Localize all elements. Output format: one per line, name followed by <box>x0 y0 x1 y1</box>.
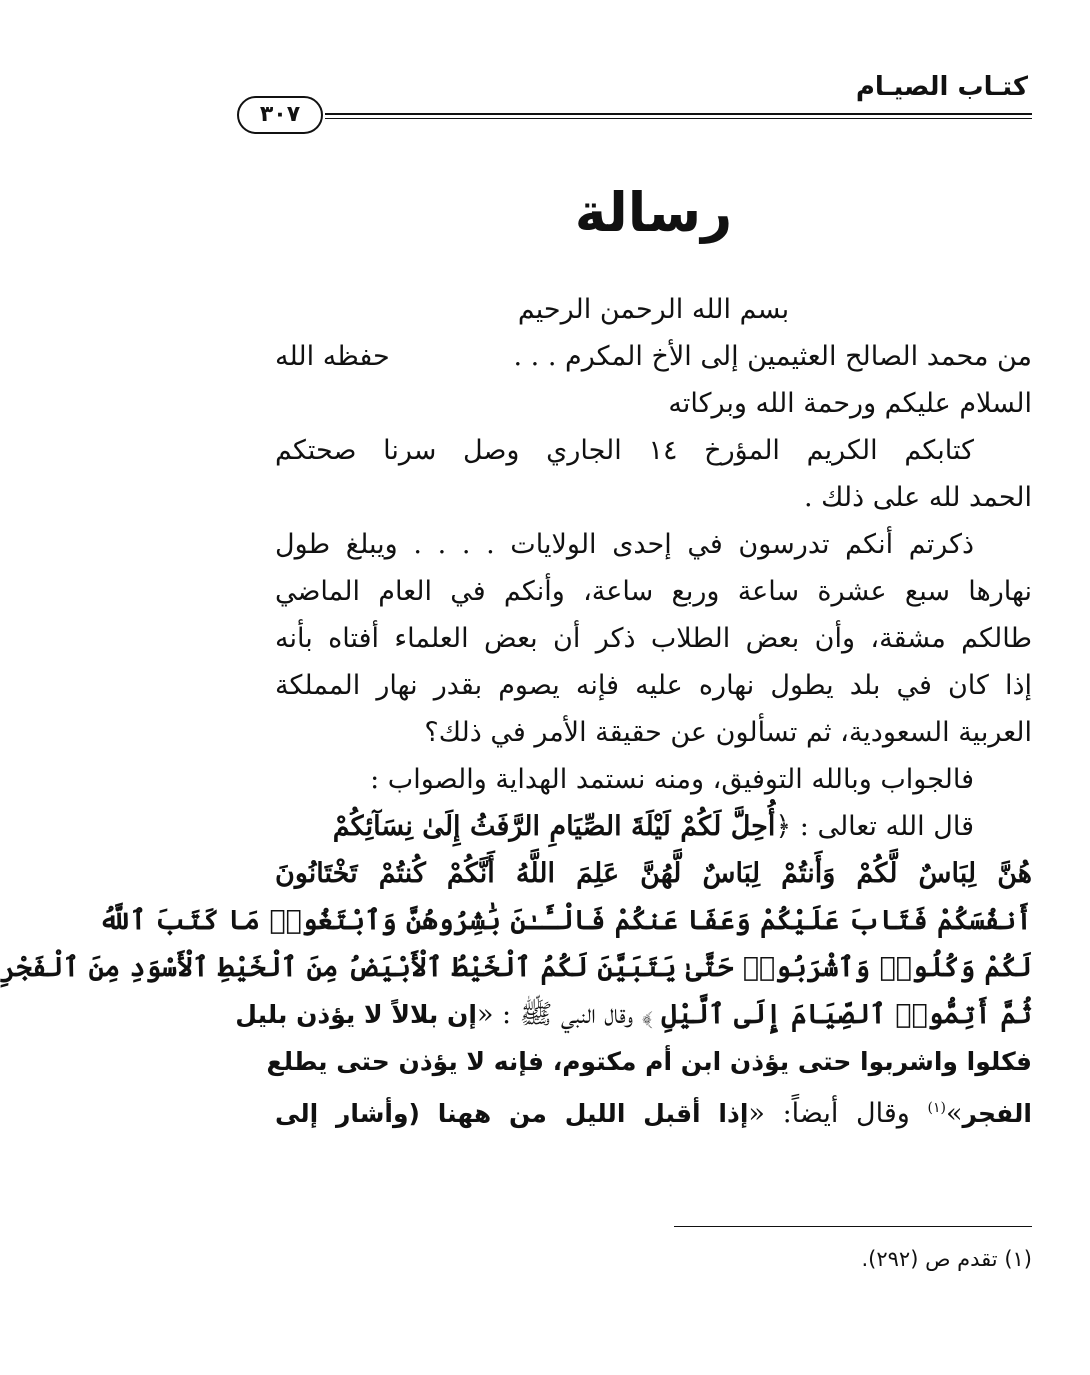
answer-intro-line: فالجواب وبالله التوفيق، ومنه نستمد الهداية والصواب : <box>370 764 974 795</box>
header-rule-thin <box>325 118 1032 119</box>
addressee-line <box>275 333 1032 380</box>
hadith-text: الفجر <box>962 1099 1032 1128</box>
basmala-line: بسم الله الرحمن الرحيم <box>517 294 790 325</box>
footnote: (١) تقدم ص (٢٩٢). <box>861 1247 1032 1271</box>
hadith-line <box>235 991 1032 1038</box>
second-hadith-text: إذا أقبل الليل من ههنا (وأشار إلى <box>275 1099 749 1128</box>
paragraph-line: الحمد لله على ذلك . <box>803 482 1032 513</box>
quran-line <box>275 803 1032 850</box>
greeting-line: السلام عليكم ورحمة الله وبركاته <box>668 388 1032 419</box>
quran-verse-end: ثُمَّ أَتِمُّوا۟ ٱلصِّيَامَ إِلَى ٱلَّيْلِ <box>661 999 1032 1030</box>
quote-intro: قال الله تعالى : ﴿ <box>775 811 974 842</box>
hadith-text: إن بلالاً لا يؤذن بليل <box>235 1000 477 1029</box>
hadith-line <box>275 1085 1032 1132</box>
second-hadith-intro: وقال أيضاً: « <box>748 1098 910 1129</box>
quran-line: هُنَّ لِبَاسٌ لَّكُمْ وَأَنتُمْ لِبَاسٌ لَّهُنَّ عَلِمَ اللَّهُ أَنَّكُمْ كُنتُمْ تَخْتَانُونَ <box>275 858 1032 889</box>
paragraph-line: نهارها سبع عشرة ساعة وربع ساعة، وأنكم في العام الماضي <box>275 576 1032 607</box>
footnote-marker: (١) <box>927 1100 946 1116</box>
quote-close: » <box>945 1098 963 1129</box>
letter-body <box>0 286 1032 1132</box>
hadith-line: فكلوا واشربوا حتى يؤذن ابن أم مكتوم، فإنه لا يؤذن حتى يطلع <box>266 1047 1032 1076</box>
paragraph-line: طالكم مشقة، وأن بعض الطلاب ذكر أن بعض العلماء أفتاه بأنه <box>275 623 1032 654</box>
running-header-title: كتـاب الصيـام <box>855 72 1028 102</box>
quran-verse-text: أُحِلَّ لَكُمْ لَيْلَةَ الصِّيَامِ الرَّفَثُ إِلَىٰ نِسَآئِكُمْ <box>332 811 776 842</box>
paragraph-line: إذا كان في بلد يطول نهاره عليه فإنه يصوم بقدر نهار المملكة <box>275 670 1032 701</box>
blessing-text: حفظه الله <box>275 341 390 372</box>
footnote-rule <box>674 1226 1032 1227</box>
letter-title: رسالة <box>574 181 733 244</box>
paragraph-line: ذكرتم أنكم تدرسون في إحدى الولايات . . . . ويبلغ طول <box>275 529 974 560</box>
header-rule <box>325 113 1032 115</box>
page-number: ٣٠٧ <box>237 96 323 134</box>
addressee-text: من محمد الصالح العثيمين إلى الأخ المكرم . . . <box>513 341 1032 372</box>
paragraph-line: كتابكم الكريم المؤرخ ١٤ الجاري وصل سرنا صحتكم <box>275 435 974 466</box>
hadith-intro: ﴾ وقال النبي ﷺ : « <box>476 999 653 1030</box>
quran-line: أَنفُسَكُمْ فَتَابَ عَلَيْكُمْ وَعَفَا عَنكُمْ فَالْـَٔـٰنَ بَٰشِرُوهُنَّ وَٱبْتَغُوا۟ مَا كَتَبَ ٱللَّهُ <box>98 905 1032 936</box>
quran-line: لَكُمْ وَكُلُوا۟ وَٱشْرَبُوا۟ حَتَّىٰ يَتَبَيَّنَ لَكُمُ ٱلْخَيْطُ ٱلْأَبْيَضُ مِنَ ٱلْخَيْطِ ٱلْأَسْوَدِ مِنَ ٱلْفَجْرِ <box>0 952 1032 983</box>
paragraph-line: العربية السعودية، ثم تسألون عن حقيقة الأمر في ذلك؟ <box>424 717 1032 748</box>
